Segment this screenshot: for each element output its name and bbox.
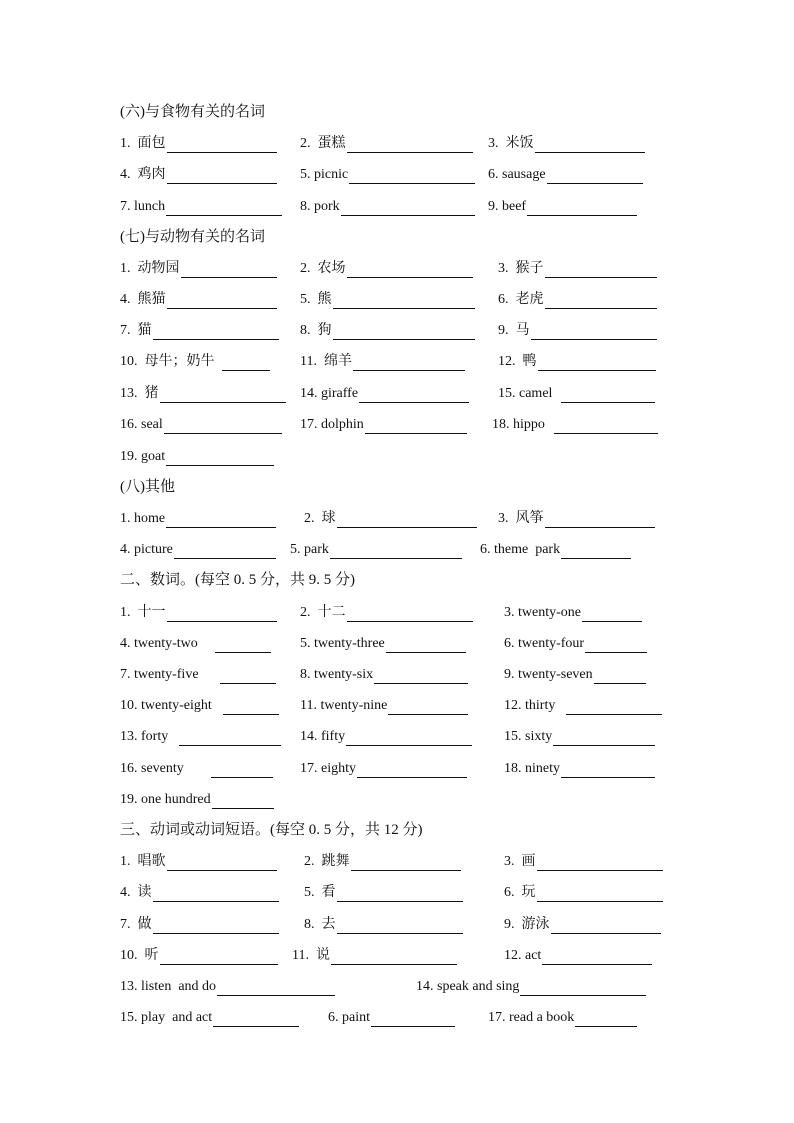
- answer-blank[interactable]: [351, 855, 461, 871]
- animal-item: 17. dolphin: [300, 414, 467, 434]
- answer-blank[interactable]: [330, 543, 462, 559]
- animal-item: 2. 农场: [300, 258, 473, 278]
- animal-item: 11. 绵羊: [300, 351, 465, 371]
- answer-blank[interactable]: [561, 762, 655, 778]
- animal-item: 3. 猴子: [498, 258, 657, 278]
- other-item: 2. 球: [304, 508, 477, 528]
- animal-item: 6. 老虎: [498, 289, 657, 309]
- answer-blank[interactable]: [213, 1011, 299, 1027]
- answer-blank[interactable]: [160, 387, 286, 403]
- answer-blank[interactable]: [582, 606, 642, 622]
- animal-item: 5. 熊: [300, 289, 475, 309]
- answer-blank[interactable]: [547, 168, 643, 184]
- others-row-1: [0, 508, 794, 532]
- answer-blank[interactable]: [217, 980, 335, 996]
- section-heading-numerals-row: [0, 570, 794, 594]
- answer-blank[interactable]: [164, 418, 282, 434]
- animal-item: 13. 猪: [120, 383, 286, 403]
- number-item: 8. twenty-six: [300, 664, 468, 684]
- answer-blank[interactable]: [537, 886, 663, 902]
- animals-row-6: [0, 414, 794, 438]
- verb-item: 12. act: [504, 945, 652, 965]
- number-item: 11. twenty-nine: [300, 695, 468, 715]
- answer-blank[interactable]: [223, 699, 279, 715]
- number-item: 6. twenty-four: [504, 633, 647, 653]
- verb-item: 11. 说: [292, 945, 457, 965]
- food-item: 2. 蛋糕: [300, 133, 473, 153]
- answer-blank[interactable]: [337, 512, 477, 528]
- verbs-row-2: [0, 882, 794, 906]
- food-item: 1. 面包: [120, 133, 277, 153]
- answer-blank[interactable]: [566, 699, 662, 715]
- number-item: 16. seventy: [120, 758, 273, 778]
- answer-blank[interactable]: [220, 668, 276, 684]
- food-item: 6. sausage: [488, 164, 643, 184]
- food-item: 4. 鸡肉: [120, 164, 277, 184]
- verb-item: 7. 做: [120, 914, 279, 934]
- section-heading-verbs-row: [0, 820, 794, 844]
- verb-item: 2. 跳舞: [304, 851, 461, 871]
- verb-item: 3. 画: [504, 851, 663, 871]
- food-row-1: [0, 133, 794, 157]
- animal-item: 15. camel: [498, 383, 655, 403]
- food-row-3: [0, 196, 794, 220]
- section-heading-animals: (七)与动物有关的名词: [120, 229, 265, 245]
- numbers-row-7: [0, 789, 794, 813]
- answer-blank[interactable]: [347, 606, 473, 622]
- answer-blank[interactable]: [527, 200, 637, 216]
- numbers-row-6: [0, 758, 794, 782]
- answer-blank[interactable]: [166, 512, 276, 528]
- verb-item: 4. 读: [120, 882, 279, 902]
- answer-blank[interactable]: [542, 949, 652, 965]
- section-heading-numerals: 二、数词。(每空 0. 5 分，共 9. 5 分): [120, 572, 355, 588]
- others-row-2: [0, 539, 794, 563]
- verb-item: 8. 去: [304, 914, 463, 934]
- answer-blank[interactable]: [594, 668, 646, 684]
- animal-item: 10. 母牛；奶牛: [120, 351, 270, 371]
- answer-blank[interactable]: [551, 918, 661, 934]
- answer-blank[interactable]: [166, 450, 274, 466]
- answer-blank[interactable]: [553, 730, 655, 746]
- answer-blank[interactable]: [331, 949, 457, 965]
- answer-blank[interactable]: [167, 606, 277, 622]
- answer-blank[interactable]: [347, 262, 473, 278]
- answer-blank[interactable]: [153, 886, 279, 902]
- animals-row-3: [0, 320, 794, 344]
- answer-blank[interactable]: [561, 543, 631, 559]
- answer-blank[interactable]: [167, 293, 277, 309]
- animal-item: 8. 狗: [300, 320, 475, 340]
- numbers-row-4: [0, 695, 794, 719]
- number-item: 5. twenty-three: [300, 633, 466, 653]
- verb-item: 14. speak and sing: [416, 976, 646, 996]
- animal-item: 9. 马: [498, 320, 657, 340]
- answer-blank[interactable]: [585, 637, 647, 653]
- section-heading-others-row: [0, 477, 794, 501]
- animal-item: 12. 鸭: [498, 351, 656, 371]
- answer-blank[interactable]: [346, 730, 472, 746]
- answer-blank[interactable]: [537, 855, 663, 871]
- verbs-row-4: [0, 945, 794, 969]
- food-item: 7. lunch: [120, 196, 282, 216]
- food-item: 3. 米饭: [488, 133, 645, 153]
- number-item: 12. thirty: [504, 695, 662, 715]
- verb-item: 5. 看: [304, 882, 463, 902]
- number-item: 10. twenty-eight: [120, 695, 279, 715]
- verbs-row-5: [0, 976, 794, 1000]
- animal-item: 16. seal: [120, 414, 282, 434]
- number-item: 1. 十一: [120, 602, 277, 622]
- verbs-row-6: [0, 1007, 794, 1031]
- answer-blank[interactable]: [365, 418, 467, 434]
- animals-row-7: [0, 446, 794, 470]
- section-heading-animals-row: [0, 227, 794, 251]
- food-item: 5. picnic: [300, 164, 475, 184]
- answer-blank[interactable]: [211, 762, 273, 778]
- verb-item: 10. 听: [120, 945, 278, 965]
- animal-item: 14. giraffe: [300, 383, 469, 403]
- number-item: 9. twenty-seven: [504, 664, 646, 684]
- answer-blank[interactable]: [153, 324, 279, 340]
- numbers-row-2: [0, 633, 794, 657]
- other-item: 3. 风筝: [498, 508, 655, 528]
- number-item: 3. twenty-one: [504, 602, 642, 622]
- answer-blank[interactable]: [554, 418, 658, 434]
- verb-item: 6. 玩: [504, 882, 663, 902]
- answer-blank[interactable]: [212, 793, 274, 809]
- number-item: 2. 十二: [300, 602, 473, 622]
- number-item: 17. eighty: [300, 758, 467, 778]
- answer-blank[interactable]: [545, 293, 657, 309]
- animal-item: 7. 猫: [120, 320, 279, 340]
- other-item: 1. home: [120, 508, 276, 528]
- section-heading-food: (六)与食物有关的名词: [120, 104, 265, 120]
- answer-blank[interactable]: [520, 980, 646, 996]
- answer-blank[interactable]: [167, 137, 277, 153]
- answer-blank[interactable]: [349, 168, 475, 184]
- answer-blank[interactable]: [357, 762, 467, 778]
- number-item: 13. forty: [120, 726, 281, 746]
- numbers-row-1: [0, 602, 794, 626]
- animals-row-4: [0, 351, 794, 375]
- answer-blank[interactable]: [181, 262, 277, 278]
- animals-row-2: [0, 289, 794, 313]
- answer-blank[interactable]: [179, 730, 281, 746]
- section-heading-verbs: 三、动词或动词短语。(每空 0. 5 分，共 12 分): [120, 822, 423, 838]
- answer-blank[interactable]: [388, 699, 468, 715]
- numbers-row-3: [0, 664, 794, 688]
- verb-item: 15. play and act: [120, 1007, 299, 1027]
- animals-row-1: [0, 258, 794, 282]
- verbs-row-1: [0, 851, 794, 875]
- verb-item: 13. listen and do: [120, 976, 335, 996]
- answer-blank[interactable]: [531, 324, 657, 340]
- number-item: 4. twenty-two: [120, 633, 271, 653]
- answer-blank[interactable]: [561, 387, 655, 403]
- food-row-2: [0, 164, 794, 188]
- answer-blank[interactable]: [337, 918, 463, 934]
- answer-blank[interactable]: [341, 200, 475, 216]
- food-item: 9. beef: [488, 196, 637, 216]
- answer-blank[interactable]: [535, 137, 645, 153]
- number-item: 18. ninety: [504, 758, 655, 778]
- answer-blank[interactable]: [374, 668, 468, 684]
- number-item: 7. twenty-five: [120, 664, 276, 684]
- other-item: 5. park: [290, 539, 462, 559]
- food-item: 8. pork: [300, 196, 475, 216]
- answer-blank[interactable]: [222, 355, 270, 371]
- other-item: 6. theme park: [480, 539, 631, 559]
- verb-item: 6. paint: [328, 1007, 455, 1027]
- verb-item: 9. 游泳: [504, 914, 661, 934]
- answer-blank[interactable]: [538, 355, 656, 371]
- answer-blank[interactable]: [575, 1011, 637, 1027]
- verb-item: 17. read a book: [488, 1007, 637, 1027]
- answer-blank[interactable]: [545, 512, 655, 528]
- answer-blank[interactable]: [166, 200, 282, 216]
- animal-item: 19. goat: [120, 446, 274, 466]
- answer-blank[interactable]: [167, 855, 277, 871]
- numbers-row-5: [0, 726, 794, 750]
- number-item: 15. sixty: [504, 726, 655, 746]
- answer-blank[interactable]: [215, 637, 271, 653]
- answer-blank[interactable]: [545, 262, 657, 278]
- answer-blank[interactable]: [153, 918, 279, 934]
- answer-blank[interactable]: [174, 543, 276, 559]
- answer-blank[interactable]: [386, 637, 466, 653]
- number-item: 14. fifty: [300, 726, 472, 746]
- answer-blank[interactable]: [333, 324, 475, 340]
- verb-item: 1. 唱歌: [120, 851, 277, 871]
- answer-blank[interactable]: [337, 886, 463, 902]
- answer-blank[interactable]: [359, 387, 469, 403]
- section-heading-others: (八)其他: [120, 479, 175, 495]
- answer-blank[interactable]: [347, 137, 473, 153]
- answer-blank[interactable]: [353, 355, 465, 371]
- verbs-row-3: [0, 914, 794, 938]
- animal-item: 1. 动物园: [120, 258, 277, 278]
- answer-blank[interactable]: [160, 949, 278, 965]
- animal-item: 18. hippo: [492, 414, 658, 434]
- answer-blank[interactable]: [167, 168, 277, 184]
- answer-blank[interactable]: [333, 293, 475, 309]
- other-item: 4. picture: [120, 539, 276, 559]
- animals-row-5: [0, 383, 794, 407]
- answer-blank[interactable]: [371, 1011, 455, 1027]
- number-item: 19. one hundred: [120, 789, 274, 809]
- section-heading-food-row: [0, 102, 794, 126]
- animal-item: 4. 熊猫: [120, 289, 277, 309]
